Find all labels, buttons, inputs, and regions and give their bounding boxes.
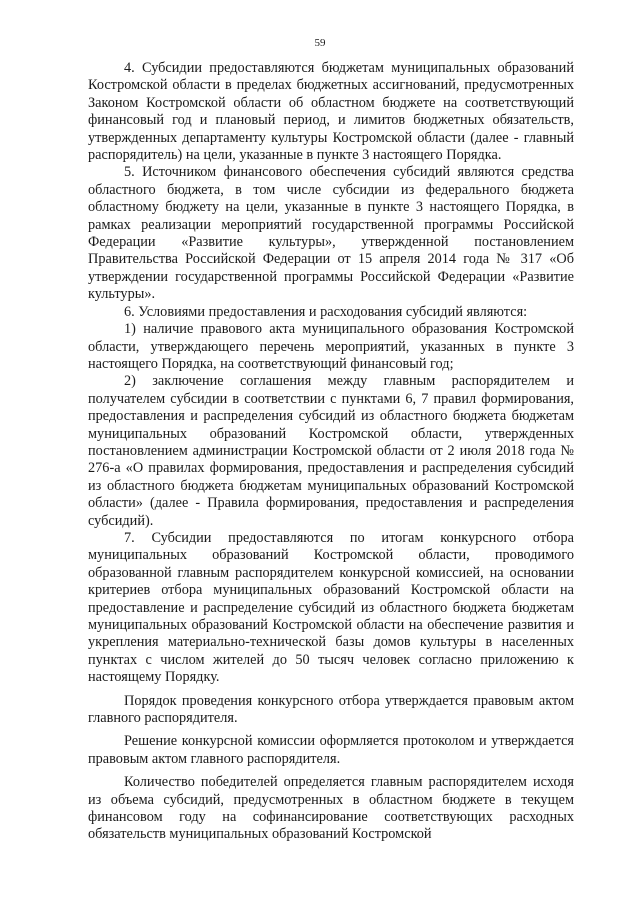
paragraph-6: 6. Условиями предоставления и расходования субсидий являются: [124,303,528,320]
paragraph-6-item-1: 1) наличие правового акта муниципального образования Костромской области, утверждающего перечень мероприятий, указанных в пункте 3 настоящего Порядка, на соответствующий финансовый год; [88,321,574,372]
paragraph-selection-procedure: Порядок проведения конкурсного отбора утверждается правовым актом главного распорядителя. [88,692,574,727]
page-number: 59 [314,37,326,49]
paragraph-winners-count: Количество победителей определяется главным распорядителем исходя из объема субсидий, предусмотренных в областном бюджете в текущем финансовом году на софинансирование соответствующих расходных обязательств муниципальных образований Костромской [88,774,574,843]
paragraph-5: 5. Источником финансового обеспечения субсидий являются средства областного бюджета, в том числе субсидии из федерального бюджета областному бюджету на цели, указанные в пункте 3 настоящего Порядка, в рамках реализации мероприятий государственной программы Российской Федерации «Развитие культуры», утвержденной постановлением Правительства Российской Федерации от 15 апреля 2014 года № 317 «Об утверждении государственной программы Российской Федерации «Развитие культуры». [88,164,574,303]
paragraph-6-item-2: 2) заключение соглашения между главным распорядителем и получателем субсидии в соответствии с пунктами 6, 7 правил формирования, предоставления и распределения субсидий из областного бюджета бюджетам муниципальных образований Костромской области, утвержденных постановлением администрации Костромской области от 2 июля 2018 года № 276-а «О правилах формирования, предоставления и распределения субсидий из областного бюджета бюджетам муниципальных образований Костромской области» (далее - Правила формирования, предоставления и распределения субсидий). [88,373,574,529]
paragraph-commission-decision: Решение конкурсной комиссии оформляется протоколом и утверждается правовым актом главного распорядителя. [88,733,574,767]
body-text [88,60,574,844]
paragraph-7: 7. Субсидии предоставляются по итогам конкурсного отбора муниципальных образований Костромской области, проводимого образованной главным распорядителем конкурсной комиссией, на основании критериев отбора муниципальных образований Костромской области на предоставление и распределение субсидий из областного бюджета бюджетам муниципальных образований Костромской области на обеспечение развития и укрепления материально-технической базы домов культуры в населенных пунктах с числом жителей до 50 тысяч человек согласно приложению к настоящему Порядку. [88,529,574,686]
paragraph-4: 4. Субсидии предоставляются бюджетам муниципальных образований Костромской области в пределах бюджетных ассигнований, предусмотренных Законом Костромской области об областном бюджете на соответствующий финансовый год и плановый период, и лимитов бюджетных обязательств, утвержденных департаменту культуры Костромской области (далее - главный распорядитель) на цели, указанные в пункте 3 настоящего Порядка. [88,60,574,164]
